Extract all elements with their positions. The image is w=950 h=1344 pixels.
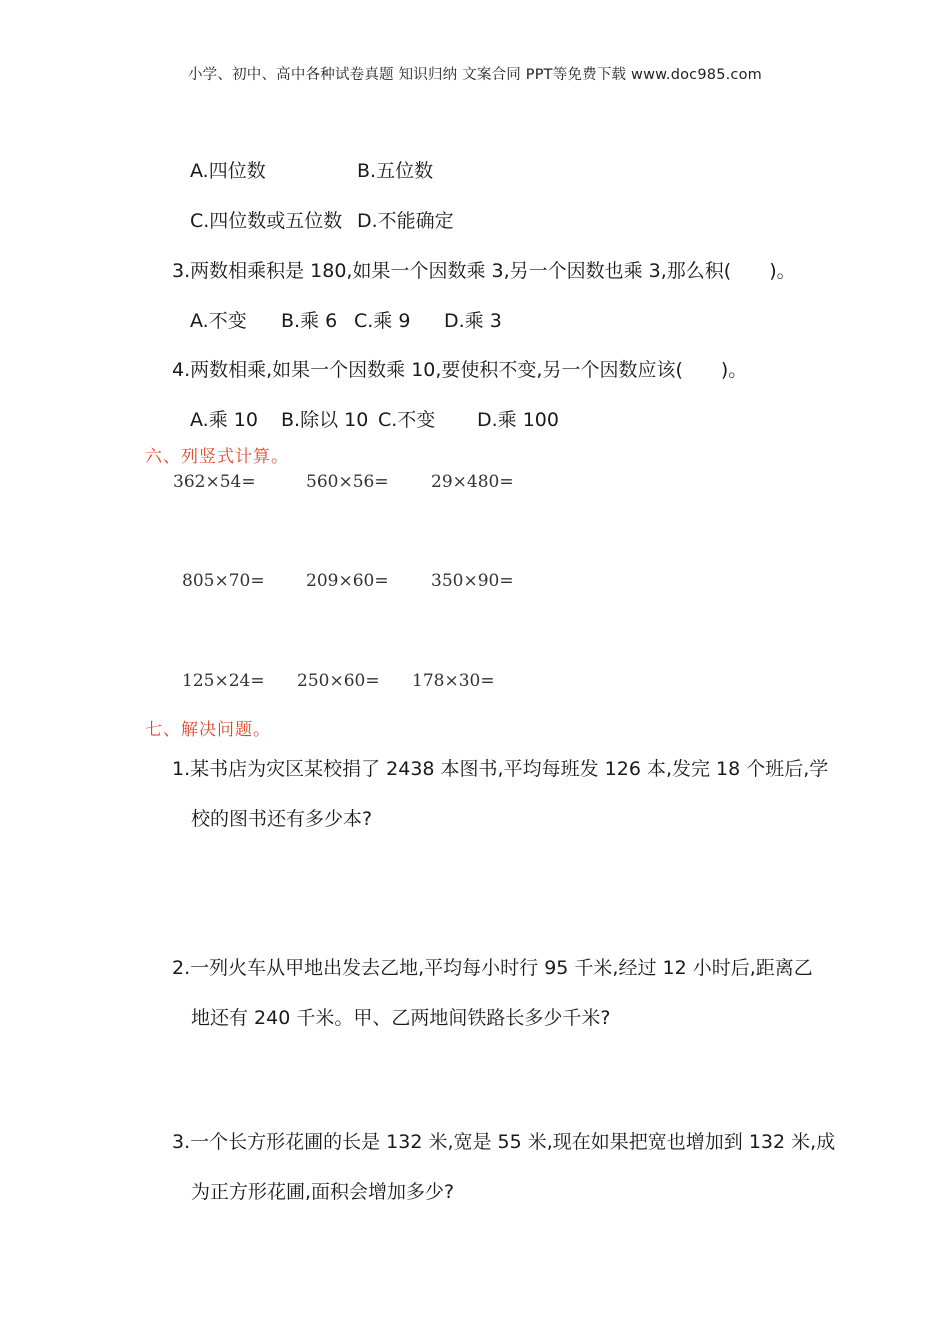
calc-item: 125×24= [182,671,265,691]
q3-option-d: D.乘 3 [444,310,502,332]
question-4-stem: 4.两数相乘,如果一个因数乘 10,要使积不变,另一个因数应该( )。 [172,359,748,381]
problem-1-line-1: 1.某书店为灾区某校捐了 2438 本图书,平均每班发 126 本,发完 18 个班后,学 [172,758,829,780]
problem-2-line-2: 地还有 240 千米。甲、乙两地间铁路长多少千米? [191,1007,611,1029]
q2-option-a: A.四位数 [190,160,266,182]
problem-3-line-1: 3.一个长方形花圃的长是 132 米,宽是 55 米,现在如果把宽也增加到 132 米,成 [172,1131,836,1153]
calc-item: 250×60= [297,671,380,691]
calc-item: 560×56= [306,472,389,492]
question-3-stem: 3.两数相乘积是 180,如果一个因数乘 3,另一个因数也乘 3,那么积( )。 [172,260,796,282]
calc-item: 29×480= [431,472,514,492]
q4-option-a: A.乘 10 [190,409,258,431]
q2-option-d: D.不能确定 [357,210,454,232]
problem-1-line-2: 校的图书还有多少本? [191,808,373,830]
q2-option-c: C.四位数或五位数 [190,210,343,232]
calc-item: 362×54= [173,472,256,492]
page-header-banner: 小学、初中、高中各种试卷真题 知识归纳 文案合同 PPT等免费下载 www.doc985.com [187,67,763,83]
calc-item: 350×90= [431,571,514,591]
q4-option-c: C.不变 [378,409,436,431]
q2-option-b: B.五位数 [357,160,434,182]
calc-item: 805×70= [182,571,265,591]
q3-option-c: C.乘 9 [354,310,411,332]
q4-option-b: B.除以 10 [281,409,369,431]
q3-option-b: B.乘 6 [281,310,338,332]
q4-option-d: D.乘 100 [477,409,559,431]
calc-item: 178×30= [412,671,495,691]
section-7-title: 七、解决问题。 [145,720,271,740]
problem-2-line-1: 2.一列火车从甲地出发去乙地,平均每小时行 95 千米,经过 12 小时后,距离乙 [172,957,813,979]
calc-item: 209×60= [306,571,389,591]
problem-3-line-2: 为正方形花圃,面积会增加多少? [191,1181,455,1203]
section-6-title: 六、列竖式计算。 [145,447,289,467]
q3-option-a: A.不变 [190,310,247,332]
